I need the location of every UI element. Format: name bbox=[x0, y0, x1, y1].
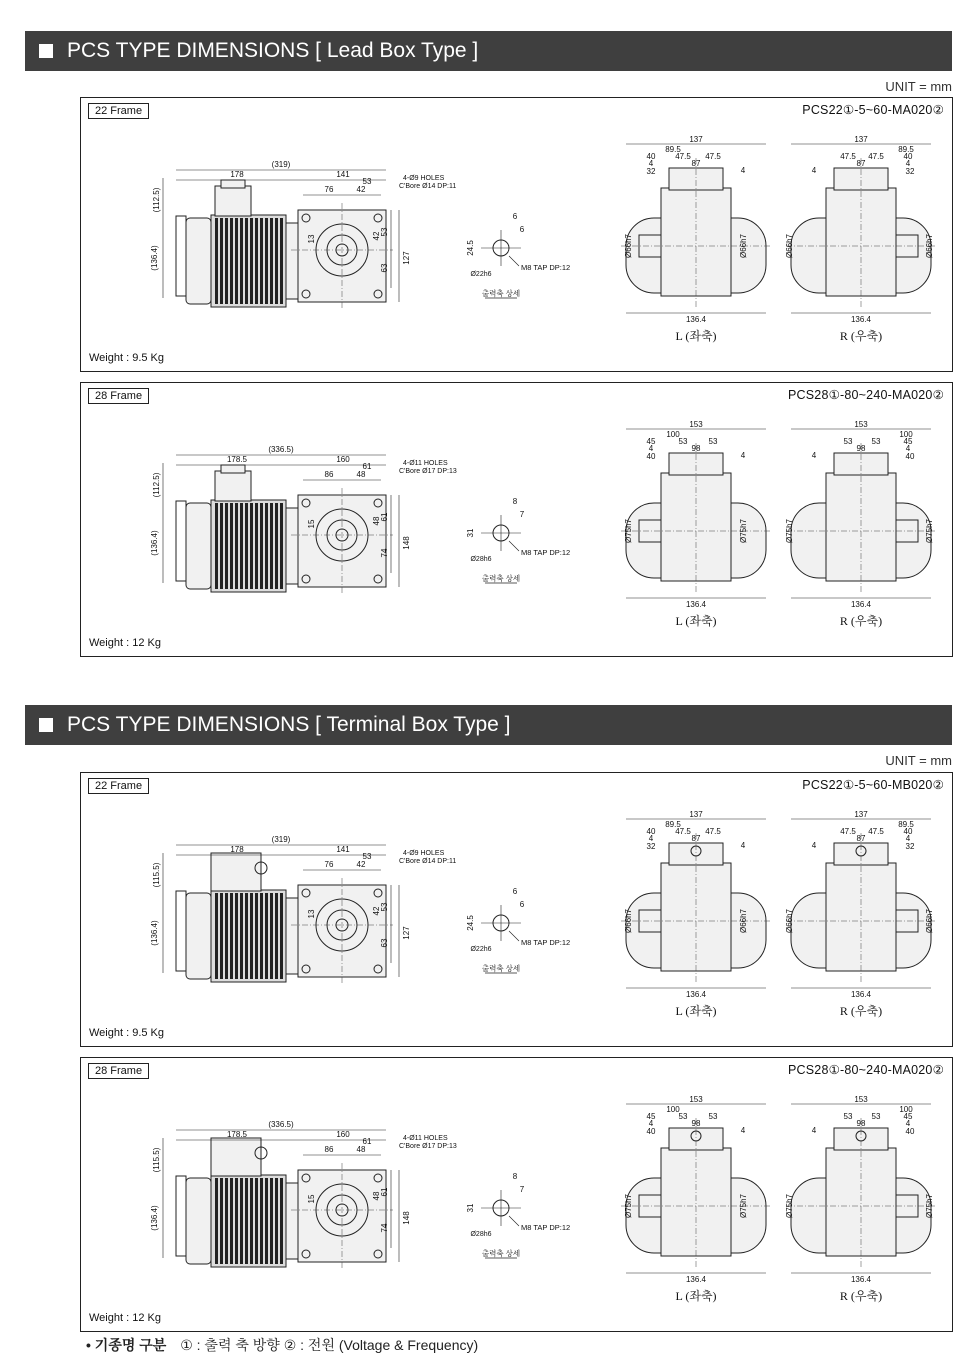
leader-line bbox=[509, 931, 519, 941]
model-code: PCS22①-5~60-MB020② bbox=[802, 778, 944, 792]
cooling-fin bbox=[225, 893, 228, 979]
view-label: R (우축) bbox=[839, 1004, 883, 1018]
lead-box bbox=[215, 186, 251, 216]
motor-fan-cover bbox=[186, 893, 211, 979]
cooling-fin bbox=[255, 893, 258, 979]
cooling-fin bbox=[260, 503, 263, 589]
cooling-fin bbox=[265, 1178, 268, 1264]
dimension-label: Ø66h7 bbox=[624, 908, 633, 934]
drawing bbox=[81, 773, 952, 1046]
footnote bbox=[86, 1335, 478, 1355]
dimension-label: 31 bbox=[466, 528, 475, 538]
cooling-fin bbox=[235, 1178, 238, 1264]
dimension-label: 53 bbox=[708, 437, 718, 446]
dimension-label: 148 bbox=[402, 536, 411, 550]
dimension-label: 7 bbox=[519, 1185, 525, 1194]
dimension-label: 63 bbox=[380, 938, 389, 948]
dimension-label: C'Bore Ø14 DP:11 bbox=[399, 858, 457, 865]
cooling-fin bbox=[260, 1178, 263, 1264]
flange bbox=[286, 223, 298, 299]
dimension-label: 15 bbox=[307, 519, 316, 529]
lead-box bbox=[215, 471, 251, 501]
shaft-detail-label: 출력축 상세 bbox=[481, 574, 521, 583]
dimension-label: 32 bbox=[646, 167, 656, 176]
view-label: R (우축) bbox=[839, 614, 883, 628]
dimension-label: 4 bbox=[648, 834, 654, 843]
dimension-label: 86 bbox=[324, 470, 334, 479]
dimension-label: Ø66h7 bbox=[925, 908, 934, 934]
cooling-fin bbox=[240, 1178, 243, 1264]
frame-tag: 22 Frame bbox=[88, 103, 149, 119]
dimension-label: 153 bbox=[854, 1095, 868, 1104]
dimension-label: 8 bbox=[512, 1172, 518, 1181]
dimension-label: (136.4) bbox=[150, 920, 159, 946]
dimension-label: Ø66h7 bbox=[785, 233, 794, 259]
dimension-label: (115.5) bbox=[152, 862, 161, 888]
dimension-label: Ø75h7 bbox=[785, 1193, 794, 1219]
cooling-fin bbox=[280, 218, 283, 304]
dimension-label: 4 bbox=[905, 444, 911, 453]
cooling-fin bbox=[255, 1178, 258, 1264]
shaft-detail-label: 출력축 상세 bbox=[481, 964, 521, 973]
cooling-fin bbox=[265, 218, 268, 304]
dimension-label: 40 bbox=[646, 452, 656, 461]
dimension-label: 61 bbox=[380, 512, 389, 522]
dimension-label: 4 bbox=[905, 834, 911, 843]
dimension-label: Ø75h7 bbox=[624, 518, 633, 544]
cooling-fin bbox=[220, 218, 223, 304]
cooling-fin bbox=[275, 218, 278, 304]
cooling-fin bbox=[270, 893, 273, 979]
dimension-label: 6 bbox=[519, 225, 525, 234]
cooling-fin bbox=[250, 503, 253, 589]
dimension-label: 178 bbox=[230, 170, 244, 179]
cooling-fin bbox=[245, 218, 248, 304]
cooling-fin bbox=[240, 218, 243, 304]
cooling-fin bbox=[215, 1178, 218, 1264]
weight-label: Weight : 9.5 Kg bbox=[89, 1027, 165, 1039]
motor-end-cap bbox=[176, 501, 186, 581]
dimension-label: 7 bbox=[519, 510, 525, 519]
shaft-detail-label: 출력축 상세 bbox=[481, 1249, 521, 1258]
dimension-label: 47.5 bbox=[868, 827, 884, 836]
footnote-label: • 기종명 구분 bbox=[86, 1337, 167, 1353]
dimension-label: M8 TAP DP:12 bbox=[521, 938, 571, 947]
motor-end-cap bbox=[176, 891, 186, 971]
dimension-label: 98 bbox=[856, 444, 866, 453]
dimension-label: Ø75h7 bbox=[925, 518, 934, 544]
dimension-label: 136.4 bbox=[685, 990, 707, 999]
dimension-label: 53 bbox=[380, 902, 389, 912]
frame-tag: 28 Frame bbox=[88, 1063, 149, 1079]
cooling-fin bbox=[245, 893, 248, 979]
cooling-fin bbox=[260, 218, 263, 304]
dimension-label: 136.4 bbox=[850, 600, 872, 609]
dimension-label: 42 bbox=[356, 860, 366, 869]
cooling-fin bbox=[270, 1178, 273, 1264]
dimension-label: (336.5) bbox=[268, 1120, 294, 1129]
dimension-label: (136.4) bbox=[150, 1205, 159, 1231]
leader-line bbox=[509, 256, 519, 266]
dimension-label: 53 bbox=[380, 227, 389, 237]
dimension-label: 4-Ø11 HOLES bbox=[403, 460, 448, 467]
dimension-label: 4 bbox=[740, 841, 746, 850]
dimension-label: 137 bbox=[854, 810, 868, 819]
dimension-label: 153 bbox=[854, 420, 868, 429]
dimension-label: 74 bbox=[380, 1223, 389, 1233]
dimension-label: 47.5 bbox=[705, 152, 721, 161]
dimension-label: 127 bbox=[402, 251, 411, 265]
cooling-fin bbox=[235, 218, 238, 304]
dimension-label: 87 bbox=[691, 159, 701, 168]
dimension-label: 4 bbox=[740, 451, 746, 460]
dimension-label: 45 bbox=[903, 437, 913, 446]
dimension-label: 32 bbox=[905, 842, 915, 851]
terminal-box bbox=[211, 853, 261, 891]
dimension-label: 40 bbox=[903, 152, 913, 161]
dimension-label: 53 bbox=[362, 177, 372, 186]
dimension-label: 53 bbox=[708, 1112, 718, 1121]
cooling-fin bbox=[280, 893, 283, 979]
dimension-label: 53 bbox=[871, 437, 881, 446]
dimension-label: 42 bbox=[372, 906, 381, 916]
cooling-fin bbox=[275, 1178, 278, 1264]
dimension-label: 4 bbox=[740, 1126, 746, 1135]
footnote-text: ① : 출력 축 방향 ② : 전원 (Voltage & Frequency) bbox=[180, 1337, 479, 1353]
motor-fan-cover bbox=[186, 1178, 211, 1264]
dimension-label: 87 bbox=[691, 834, 701, 843]
dimension-label: 40 bbox=[646, 827, 656, 836]
dimension-label: 4-Ø11 HOLES bbox=[403, 1135, 448, 1142]
cooling-fin bbox=[250, 893, 253, 979]
dimension-label: Ø66h7 bbox=[624, 233, 633, 259]
dimension-label: 45 bbox=[646, 1112, 656, 1121]
dimension-label: Ø66h7 bbox=[739, 908, 748, 934]
dimension-label: 137 bbox=[854, 135, 868, 144]
motor-end-cap bbox=[176, 1176, 186, 1256]
dimension-label: 15 bbox=[307, 1194, 316, 1204]
dimension-label: 4 bbox=[905, 159, 911, 168]
dimension-label: 136.4 bbox=[850, 315, 872, 324]
dimension-label: M8 TAP DP:12 bbox=[521, 263, 571, 272]
dimension-label: Ø75h7 bbox=[785, 518, 794, 544]
dimension-label: Ø75h7 bbox=[624, 1193, 633, 1219]
dimension-label: 4-Ø9 HOLES bbox=[403, 175, 445, 182]
dimension-label: Ø66h7 bbox=[739, 233, 748, 259]
cooling-fin bbox=[225, 218, 228, 304]
dimension-label: 4 bbox=[740, 166, 746, 175]
dimension-label: (319) bbox=[271, 835, 291, 844]
dimension-label: 40 bbox=[646, 152, 656, 161]
dimension-label: 141 bbox=[336, 170, 350, 179]
cooling-fin bbox=[220, 1178, 223, 1264]
dimension-label: 53 bbox=[843, 437, 853, 446]
weight-label: Weight : 12 Kg bbox=[89, 637, 161, 649]
dimension-label: 4 bbox=[811, 841, 817, 850]
dimension-label: 86 bbox=[324, 1145, 334, 1154]
dimension-label: 53 bbox=[362, 852, 372, 861]
dimension-label: 153 bbox=[689, 1095, 703, 1104]
model-code: PCS28①-80~240-MA020② bbox=[787, 388, 944, 402]
dimension-label: 178 bbox=[230, 845, 244, 854]
dimension-label: 32 bbox=[646, 842, 656, 851]
cooling-fin bbox=[220, 893, 223, 979]
cooling-fin bbox=[265, 503, 268, 589]
dimension-label: 89.5 bbox=[665, 145, 681, 154]
shaft-detail-label: 출력축 상세 bbox=[481, 289, 521, 298]
dimension-label: 153 bbox=[689, 420, 703, 429]
cooling-fin bbox=[235, 503, 238, 589]
cooling-fin bbox=[245, 1178, 248, 1264]
dimension-label: Ø75h7 bbox=[739, 1193, 748, 1219]
dimension-label: 47.5 bbox=[675, 827, 691, 836]
dimension-label: 47.5 bbox=[840, 152, 856, 161]
dimension-label: 47.5 bbox=[840, 827, 856, 836]
dimension-label: 32 bbox=[905, 167, 915, 176]
dimension-label: 48 bbox=[356, 470, 366, 479]
dimension-label: 136.4 bbox=[685, 600, 707, 609]
view-label: L (좌축) bbox=[675, 1004, 717, 1018]
dimension-panel bbox=[80, 97, 953, 372]
cooling-fin bbox=[230, 503, 233, 589]
square-bullet-icon bbox=[39, 44, 53, 58]
dimension-label: Ø66h7 bbox=[925, 233, 934, 259]
dimension-label: 137 bbox=[689, 810, 703, 819]
dimension-label: 98 bbox=[691, 444, 701, 453]
dimension-label: 87 bbox=[856, 159, 866, 168]
cooling-fin bbox=[280, 1178, 283, 1264]
dimension-label: 100 bbox=[899, 430, 913, 439]
lead-box-cap bbox=[221, 465, 245, 473]
dimension-label: 63 bbox=[380, 263, 389, 273]
unit-label: UNIT = mm bbox=[885, 79, 952, 94]
cooling-fin bbox=[215, 503, 218, 589]
dimension-label: 53 bbox=[843, 1112, 853, 1121]
dimension-label: 24.5 bbox=[466, 915, 475, 931]
dimension-label: 53 bbox=[678, 437, 688, 446]
dimension-label: M8 TAP DP:12 bbox=[521, 548, 571, 557]
dimension-label: 4 bbox=[905, 1119, 911, 1128]
dimension-label: 31 bbox=[466, 1203, 475, 1213]
model-code: PCS28①-80~240-MA020② bbox=[787, 1063, 944, 1077]
dimension-label: 4 bbox=[811, 451, 817, 460]
dimension-label: 6 bbox=[519, 900, 525, 909]
dimension-label: 178.5 bbox=[226, 1130, 248, 1139]
dimension-label: (136.4) bbox=[150, 530, 159, 556]
dimension-label: 6 bbox=[512, 212, 518, 221]
dimension-label: 178.5 bbox=[226, 455, 248, 464]
dimension-label: 100 bbox=[899, 1105, 913, 1114]
dimension-label: (115.5) bbox=[152, 1147, 161, 1173]
motor-fan-cover bbox=[186, 218, 211, 304]
dimension-label: Ø22h6 bbox=[470, 946, 492, 953]
dimension-label: 4-Ø9 HOLES bbox=[403, 850, 445, 857]
dimension-label: 4 bbox=[648, 444, 654, 453]
dimension-label: 47.5 bbox=[705, 827, 721, 836]
cooling-fin bbox=[245, 503, 248, 589]
dimension-label: 53 bbox=[678, 1112, 688, 1121]
dimension-label: Ø28h6 bbox=[470, 1231, 492, 1238]
dimension-label: 89.5 bbox=[665, 820, 681, 829]
dimension-label: 40 bbox=[646, 1127, 656, 1136]
weight-label: Weight : 9.5 Kg bbox=[89, 352, 165, 364]
dimension-label: C'Bore Ø17 DP:13 bbox=[399, 468, 457, 475]
drawing bbox=[81, 383, 952, 656]
dimension-label: 89.5 bbox=[898, 145, 914, 154]
dimension-label: 4 bbox=[811, 1126, 817, 1135]
dimension-label: 40 bbox=[905, 452, 915, 461]
dimension-label: 8 bbox=[512, 497, 518, 506]
cooling-fin bbox=[235, 893, 238, 979]
view-label: L (좌축) bbox=[675, 614, 717, 628]
section-header-terminal-box bbox=[25, 705, 952, 745]
cooling-fin bbox=[255, 218, 258, 304]
dimension-label: 87 bbox=[856, 834, 866, 843]
dimension-label: 42 bbox=[372, 231, 381, 241]
dimension-label: Ø75h7 bbox=[925, 1193, 934, 1219]
dimension-label: 136.4 bbox=[685, 1275, 707, 1284]
dimension-label: 4 bbox=[811, 166, 817, 175]
dimension-label: (336.5) bbox=[268, 445, 294, 454]
square-bullet-icon bbox=[39, 718, 53, 732]
dimension-label: Ø28h6 bbox=[470, 556, 492, 563]
cooling-fin bbox=[265, 893, 268, 979]
cooling-fin bbox=[240, 503, 243, 589]
section-header-lead-box bbox=[25, 31, 952, 71]
dimension-label: M8 TAP DP:12 bbox=[521, 1223, 571, 1232]
dimension-label: 48 bbox=[356, 1145, 366, 1154]
view-label: R (우축) bbox=[839, 1289, 883, 1303]
view-label: L (좌축) bbox=[675, 1289, 717, 1303]
dimension-label: C'Bore Ø14 DP:11 bbox=[399, 183, 457, 190]
cooling-fin bbox=[220, 503, 223, 589]
dimension-label: (112.5) bbox=[152, 187, 161, 213]
cooling-fin bbox=[225, 503, 228, 589]
unit-label: UNIT = mm bbox=[885, 753, 952, 768]
cooling-fin bbox=[250, 1178, 253, 1264]
cooling-fin bbox=[240, 893, 243, 979]
dimension-label: Ø75h7 bbox=[739, 518, 748, 544]
dimension-label: 100 bbox=[666, 1105, 680, 1114]
cooling-fin bbox=[230, 893, 233, 979]
cooling-fin bbox=[225, 1178, 228, 1264]
dimension-label: 127 bbox=[402, 926, 411, 940]
dimension-label: 48 bbox=[372, 516, 381, 526]
dimension-label: 98 bbox=[691, 1119, 701, 1128]
dimension-label: 4 bbox=[648, 1119, 654, 1128]
cooling-fin bbox=[280, 503, 283, 589]
leader-line bbox=[509, 1216, 519, 1226]
cooling-fin bbox=[230, 218, 233, 304]
dimension-label: C'Bore Ø17 DP:13 bbox=[399, 1143, 457, 1150]
dimension-label: 74 bbox=[380, 548, 389, 558]
model-code: PCS22①-5~60-MA020② bbox=[802, 103, 944, 117]
dimension-label: Ø66h7 bbox=[785, 908, 794, 934]
cooling-fin bbox=[270, 503, 273, 589]
cooling-fin bbox=[215, 218, 218, 304]
flange bbox=[286, 1183, 298, 1259]
cooling-fin bbox=[250, 218, 253, 304]
dimension-panel bbox=[80, 772, 953, 1047]
terminal-box bbox=[211, 1138, 261, 1176]
cooling-fin bbox=[275, 893, 278, 979]
drawing bbox=[81, 1058, 952, 1331]
dimension-label: 160 bbox=[336, 1130, 350, 1139]
dimension-label: 141 bbox=[336, 845, 350, 854]
lead-box-cap bbox=[221, 180, 245, 188]
dimension-label: 24.5 bbox=[466, 240, 475, 256]
dimension-label: 4 bbox=[648, 159, 654, 168]
dimension-label: (112.5) bbox=[152, 472, 161, 498]
dimension-label: 100 bbox=[666, 430, 680, 439]
frame-tag: 28 Frame bbox=[88, 388, 149, 404]
dimension-label: 137 bbox=[689, 135, 703, 144]
weight-label: Weight : 12 Kg bbox=[89, 1312, 161, 1324]
section-title: PCS TYPE DIMENSIONS [ Lead Box Type ] bbox=[67, 39, 479, 62]
dimension-label: 98 bbox=[856, 1119, 866, 1128]
dimension-label: 13 bbox=[307, 234, 316, 244]
view-label: R (우축) bbox=[839, 329, 883, 343]
dimension-panel bbox=[80, 382, 953, 657]
dimension-label: 6 bbox=[512, 887, 518, 896]
dimension-label: 47.5 bbox=[868, 152, 884, 161]
dimension-label: 61 bbox=[362, 462, 372, 471]
cooling-fin bbox=[260, 893, 263, 979]
dimension-label: Ø22h6 bbox=[470, 271, 492, 278]
cooling-fin bbox=[255, 503, 258, 589]
frame-tag: 22 Frame bbox=[88, 778, 149, 794]
dimension-label: 45 bbox=[646, 437, 656, 446]
flange bbox=[286, 898, 298, 974]
dimension-label: 48 bbox=[372, 1191, 381, 1201]
dimension-label: 136.4 bbox=[850, 990, 872, 999]
cooling-fin bbox=[275, 503, 278, 589]
section-title: PCS TYPE DIMENSIONS [ Terminal Box Type ] bbox=[67, 713, 511, 736]
dimension-label: 89.5 bbox=[898, 820, 914, 829]
flange bbox=[286, 508, 298, 584]
dimension-label: 40 bbox=[903, 827, 913, 836]
dimension-label: 53 bbox=[871, 1112, 881, 1121]
view-label: L (좌축) bbox=[675, 329, 717, 343]
cooling-fin bbox=[270, 218, 273, 304]
dimension-label: 40 bbox=[905, 1127, 915, 1136]
dimension-label: (136.4) bbox=[150, 245, 159, 271]
dimension-panel bbox=[80, 1057, 953, 1332]
motor-fan-cover bbox=[186, 503, 211, 589]
cooling-fin bbox=[230, 1178, 233, 1264]
dimension-label: 45 bbox=[903, 1112, 913, 1121]
dimension-label: 148 bbox=[402, 1211, 411, 1225]
dimension-label: 13 bbox=[307, 909, 316, 919]
dimension-label: 47.5 bbox=[675, 152, 691, 161]
cooling-fin bbox=[215, 893, 218, 979]
leader-line bbox=[509, 541, 519, 551]
dimension-label: 160 bbox=[336, 455, 350, 464]
dimension-label: 76 bbox=[324, 185, 334, 194]
drawing bbox=[81, 98, 952, 371]
dimension-label: 61 bbox=[362, 1137, 372, 1146]
motor-end-cap bbox=[176, 216, 186, 296]
dimension-label: 42 bbox=[356, 185, 366, 194]
dimension-label: 61 bbox=[380, 1187, 389, 1197]
dimension-label: 76 bbox=[324, 860, 334, 869]
dimension-label: (319) bbox=[271, 160, 291, 169]
dimension-label: 136.4 bbox=[850, 1275, 872, 1284]
dimension-label: 136.4 bbox=[685, 315, 707, 324]
